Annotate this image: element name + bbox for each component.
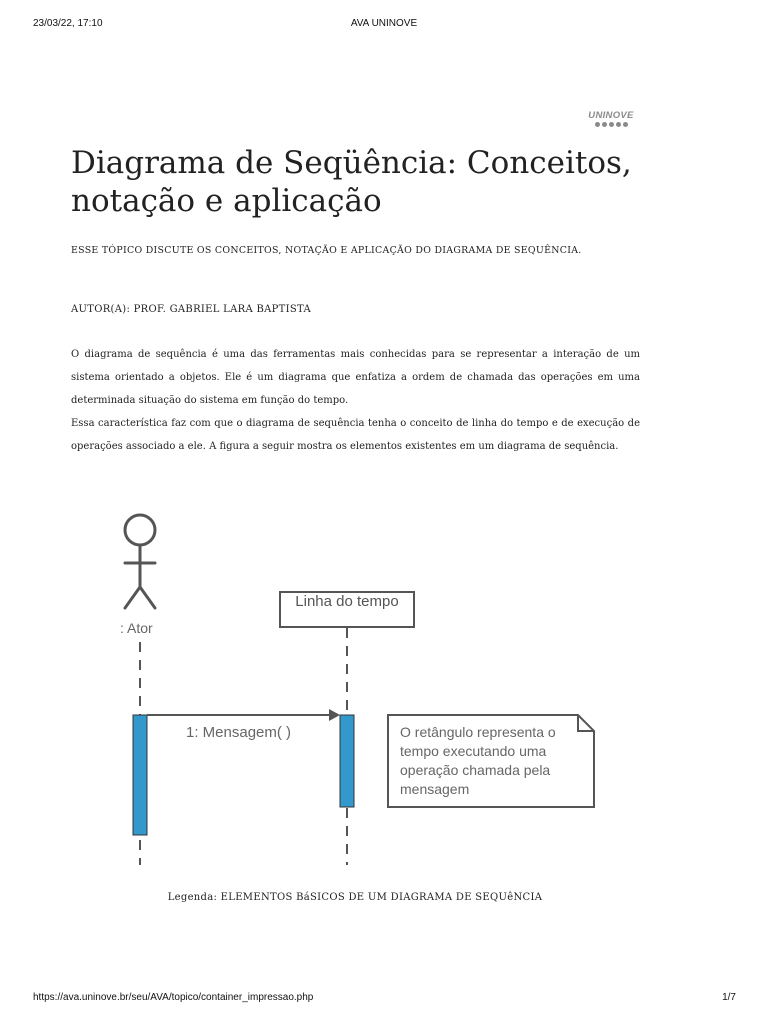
uninove-logo — [586, 110, 636, 127]
figure-caption: Legenda: ELEMENTOS BáSICOS DE UM DIAGRAMA DE SEQUêNCIA — [167, 892, 543, 903]
print-header — [0, 18, 768, 32]
actor-label: : Ator — [120, 620, 153, 636]
sequence-diagram-figure — [100, 505, 620, 875]
article-body — [71, 343, 640, 458]
print-page-title: AVA UNINOVE — [350, 18, 418, 29]
print-url: https://ava.uninove.br/seu/AVA/topico/container_impressao.php — [33, 992, 314, 1003]
lifeline-label: Linha do tempo — [295, 593, 399, 610]
print-datetime: 23/03/22, 17:10 — [33, 18, 103, 29]
page-title: Diagrama de Seqüência: Conceitos, notação e aplicação — [71, 145, 632, 219]
message-arrowhead — [329, 709, 340, 721]
author-line: AUTOR(A): PROF. GABRIEL LARA BAPTISTA — [71, 304, 311, 315]
message-label: 1: Mensagem( ) — [186, 724, 292, 741]
note-text: O retângulo representa o tempo executando uma operação chamada pela mensagem — [400, 724, 556, 797]
sequence-diagram — [100, 505, 620, 875]
logo-text: UNINOVE — [588, 110, 634, 121]
logo-dots — [586, 122, 636, 127]
object-activation-bar — [340, 715, 354, 807]
actor-icon — [125, 515, 155, 608]
actor-activation-bar — [133, 715, 147, 835]
print-footer — [0, 992, 768, 1006]
paragraph-2: Essa característica faz com que o diagrama de sequência tenha o conceito de linha do tempo e de execução de operações associado a ele. A figura a seguir mostra os elementos existentes em um diagrama de sequência. — [71, 418, 640, 452]
paragraph-1: O diagrama de sequência é uma das ferramentas mais conhecidas para se representar a interação de um sistema orientado a objetos. Ele é um diagrama que enfatiza a ordem de chamada das operações em uma determinada situação do sistema em função do tempo. — [71, 349, 640, 406]
print-page-number: 1/7 — [722, 992, 736, 1003]
topic-subtitle: ESSE TÓPICO DISCUTE OS CONCEITOS, NOTAÇÃO E APLICAÇÃO DO DIAGRAMA DE SEQUÊNCIA. — [71, 245, 582, 256]
